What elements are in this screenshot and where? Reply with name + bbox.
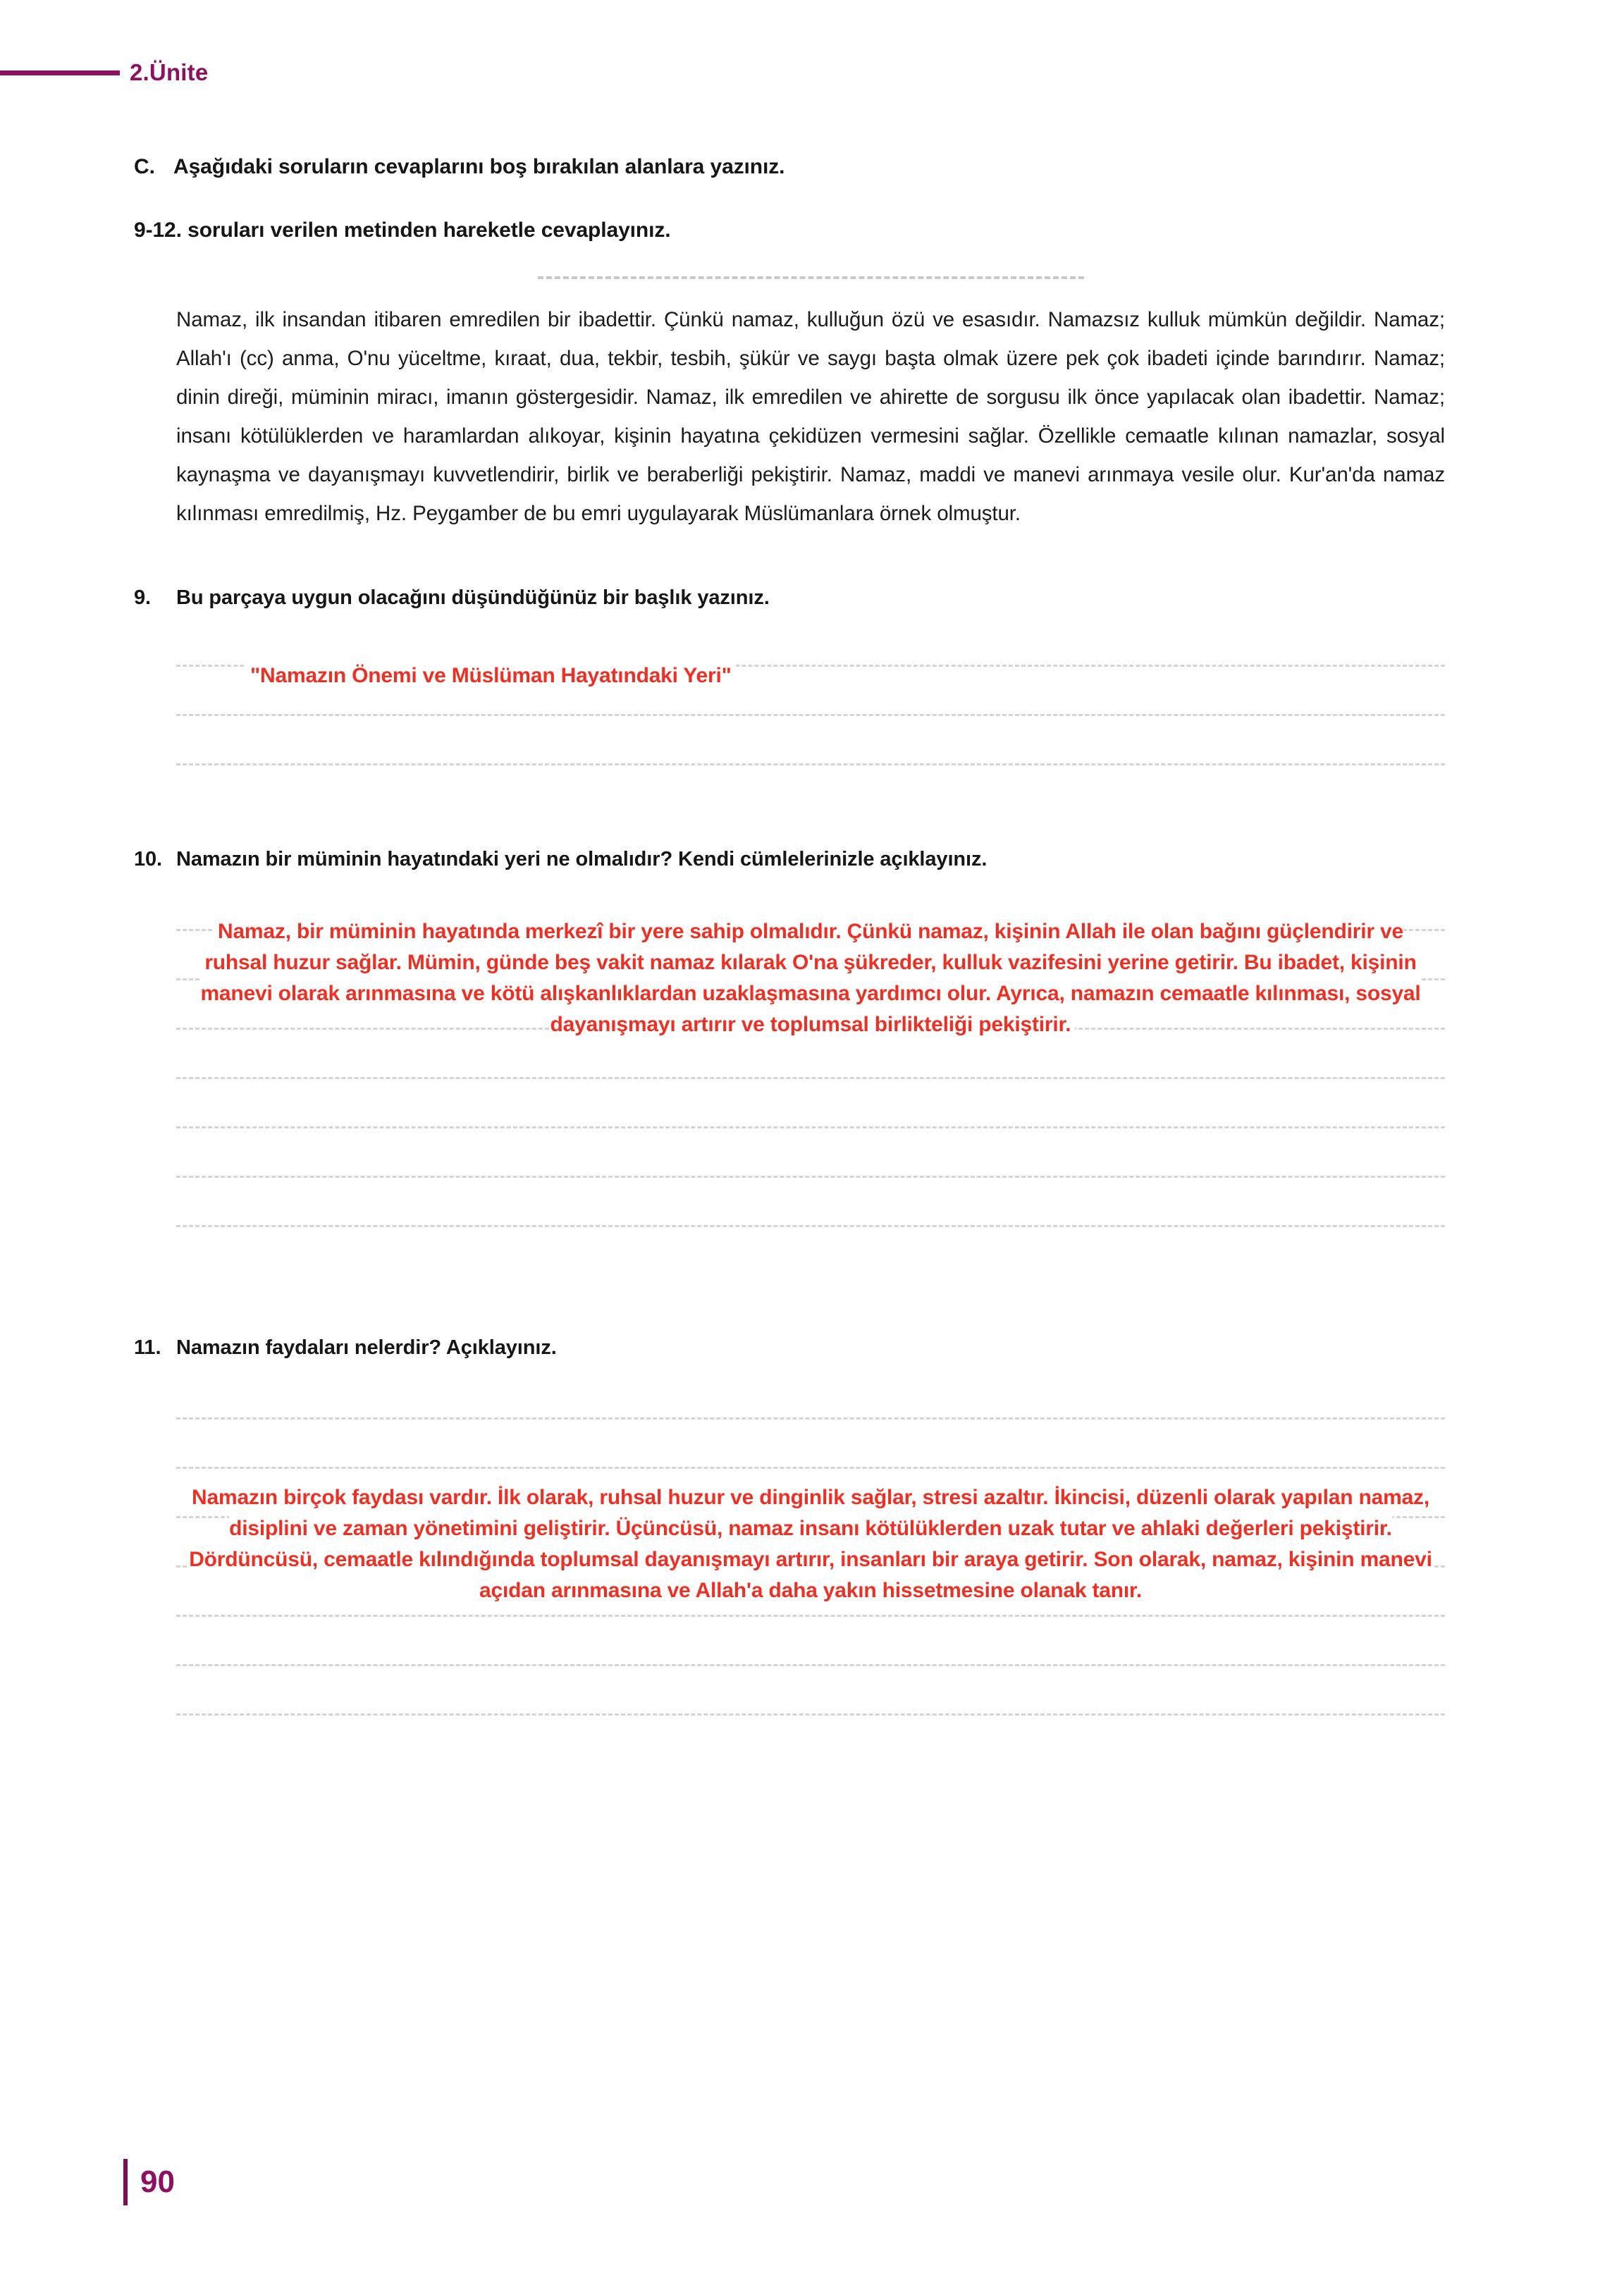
question-9-answer-area[interactable] — [176, 638, 1445, 779]
answer-line[interactable] — [176, 1615, 1445, 1617]
question-11-number: 11. — [134, 1336, 161, 1359]
answer-line[interactable] — [176, 714, 1445, 716]
footer-bar-decoration — [123, 2159, 128, 2205]
answer-line[interactable] — [176, 1417, 1445, 1420]
page-footer — [123, 2159, 175, 2205]
question-11 — [134, 1336, 1452, 1360]
answer-line[interactable] — [176, 1664, 1445, 1666]
question-10-answer-text: Namaz, bir müminin hayatında merkezî bir yere sahip olmalıdır. Çünkü namaz, kişinin Allah ile olan bağını güçlendirir ve ruhsal huzur sağlar. Mümin, günde beş vakit namaz kılarak O'na şükreder, kulluk vazifesini yerine getirir. Bu ibadet, kişinin manevi olarak arınmasına ve kötü alışkanlıklardan uzaklaşmasına yardımcı olur. Ayrıca, namazın cemaatle kılınması, sosyal dayanışmayı artırır ve toplumsal birlikteliği pekiştirir. — [200, 920, 1421, 1036]
answer-line[interactable] — [176, 1126, 1445, 1128]
answer-line[interactable] — [176, 763, 1445, 765]
question-10-text: Namazın bir müminin hayatındaki yeri ne olmalıdır? Kendi cümlelerinizle açıklayınız. — [176, 848, 988, 870]
section-instruction-text: Aşağıdaki soruların cevaplarını boş bırakılan alanlara yazınız. — [173, 155, 785, 178]
question-11-answer-text: Namazın birçok faydası vardır. İlk olarak, ruhsal huzur ve dinginlik sağlar, stresi azaltır. İkincisi, düzenli olarak yapılan namaz, disiplini ve zaman yönetimini geliştirir. Üçüncüsü, namaz insanı kötülüklerden uzak tutar ve ahlaki değerleri pekiştirir. Dördüncüsü, cemaatle kılındığında toplumsal dayanışmayı artırır, insanları bir araya getirir. Son olarak, namaz, kişinin manevi açıdan arınmasına ve Allah'a daha yakın hissetmesine olanak tanır. — [189, 1486, 1432, 1602]
section-marker: C. — [134, 155, 155, 178]
question-10-answer-area[interactable] — [176, 902, 1445, 1269]
question-9-answer-text: "Namazın Önemi ve Müslüman Hayatındaki Yeri" — [250, 664, 732, 687]
answer-line[interactable] — [176, 1467, 1445, 1469]
passage-title-blank-line[interactable] — [538, 276, 1084, 279]
unit-header — [0, 59, 208, 86]
question-9 — [134, 586, 1452, 610]
question-10-number: 10. — [134, 848, 163, 870]
question-range-instruction: 9-12. soruları verilen metinden hareketle cevaplayınız. — [134, 218, 671, 242]
question-9-number: 9. — [134, 586, 151, 609]
unit-label: 2.Ünite — [130, 59, 209, 85]
question-9-text: Bu parçaya uygun olacağını düşündüğünüz bir başlık yazınız. — [176, 586, 770, 609]
answer-line[interactable] — [176, 1225, 1445, 1227]
answer-line[interactable] — [176, 1713, 1445, 1716]
question-10 — [134, 848, 1452, 871]
page-content — [134, 155, 1452, 1757]
reading-passage-block — [176, 276, 1445, 533]
passage-text: Namaz, ilk insandan itibaren emredilen bir ibadettir. Çünkü namaz, kulluğun özü ve esasıdır. Namazsız kulluk mümkün değildir. Namaz; Allah'ı (cc) anma, O'nu yüceltme, kıraat, dua, tekbir, tesbih, şükür ve saygı başta olmak üzere pek çok ibadeti içinde barındırır. Namaz; dinin direği, müminin miracı, imanın göstergesidir. Namaz, ilk emredilen ve ahirette de sorgusu ilk önce yapılacak olan ibadettir. Namaz; insanı kötülüklerden ve haramlardan alıkoyar, kişinin hayatına çekidüzen vermesini sağlar. Özellikle cemaatle kılınan namazlar, sosyal kaynaşma ve dayanışmayı kuvvetlendirir, birlik ve beraberliği pekiştirir. Namaz, maddi ve manevi arınmaya vesile olur. Kur'an'da namaz kılınması emredilmiş, Hz. Peygamber de bu emri uygulayarak Müslümanlara örnek olmuştur. — [176, 308, 1445, 525]
question-11-text: Namazın faydaları nelerdir? Açıklayınız. — [176, 1336, 557, 1359]
unit-rule-decoration — [0, 70, 120, 75]
page-number: 90 — [140, 2165, 175, 2199]
question-11-answer-area[interactable] — [176, 1391, 1445, 1757]
answer-line[interactable] — [176, 1176, 1445, 1178]
answer-line[interactable] — [176, 1077, 1445, 1079]
section-instruction — [134, 155, 1452, 179]
